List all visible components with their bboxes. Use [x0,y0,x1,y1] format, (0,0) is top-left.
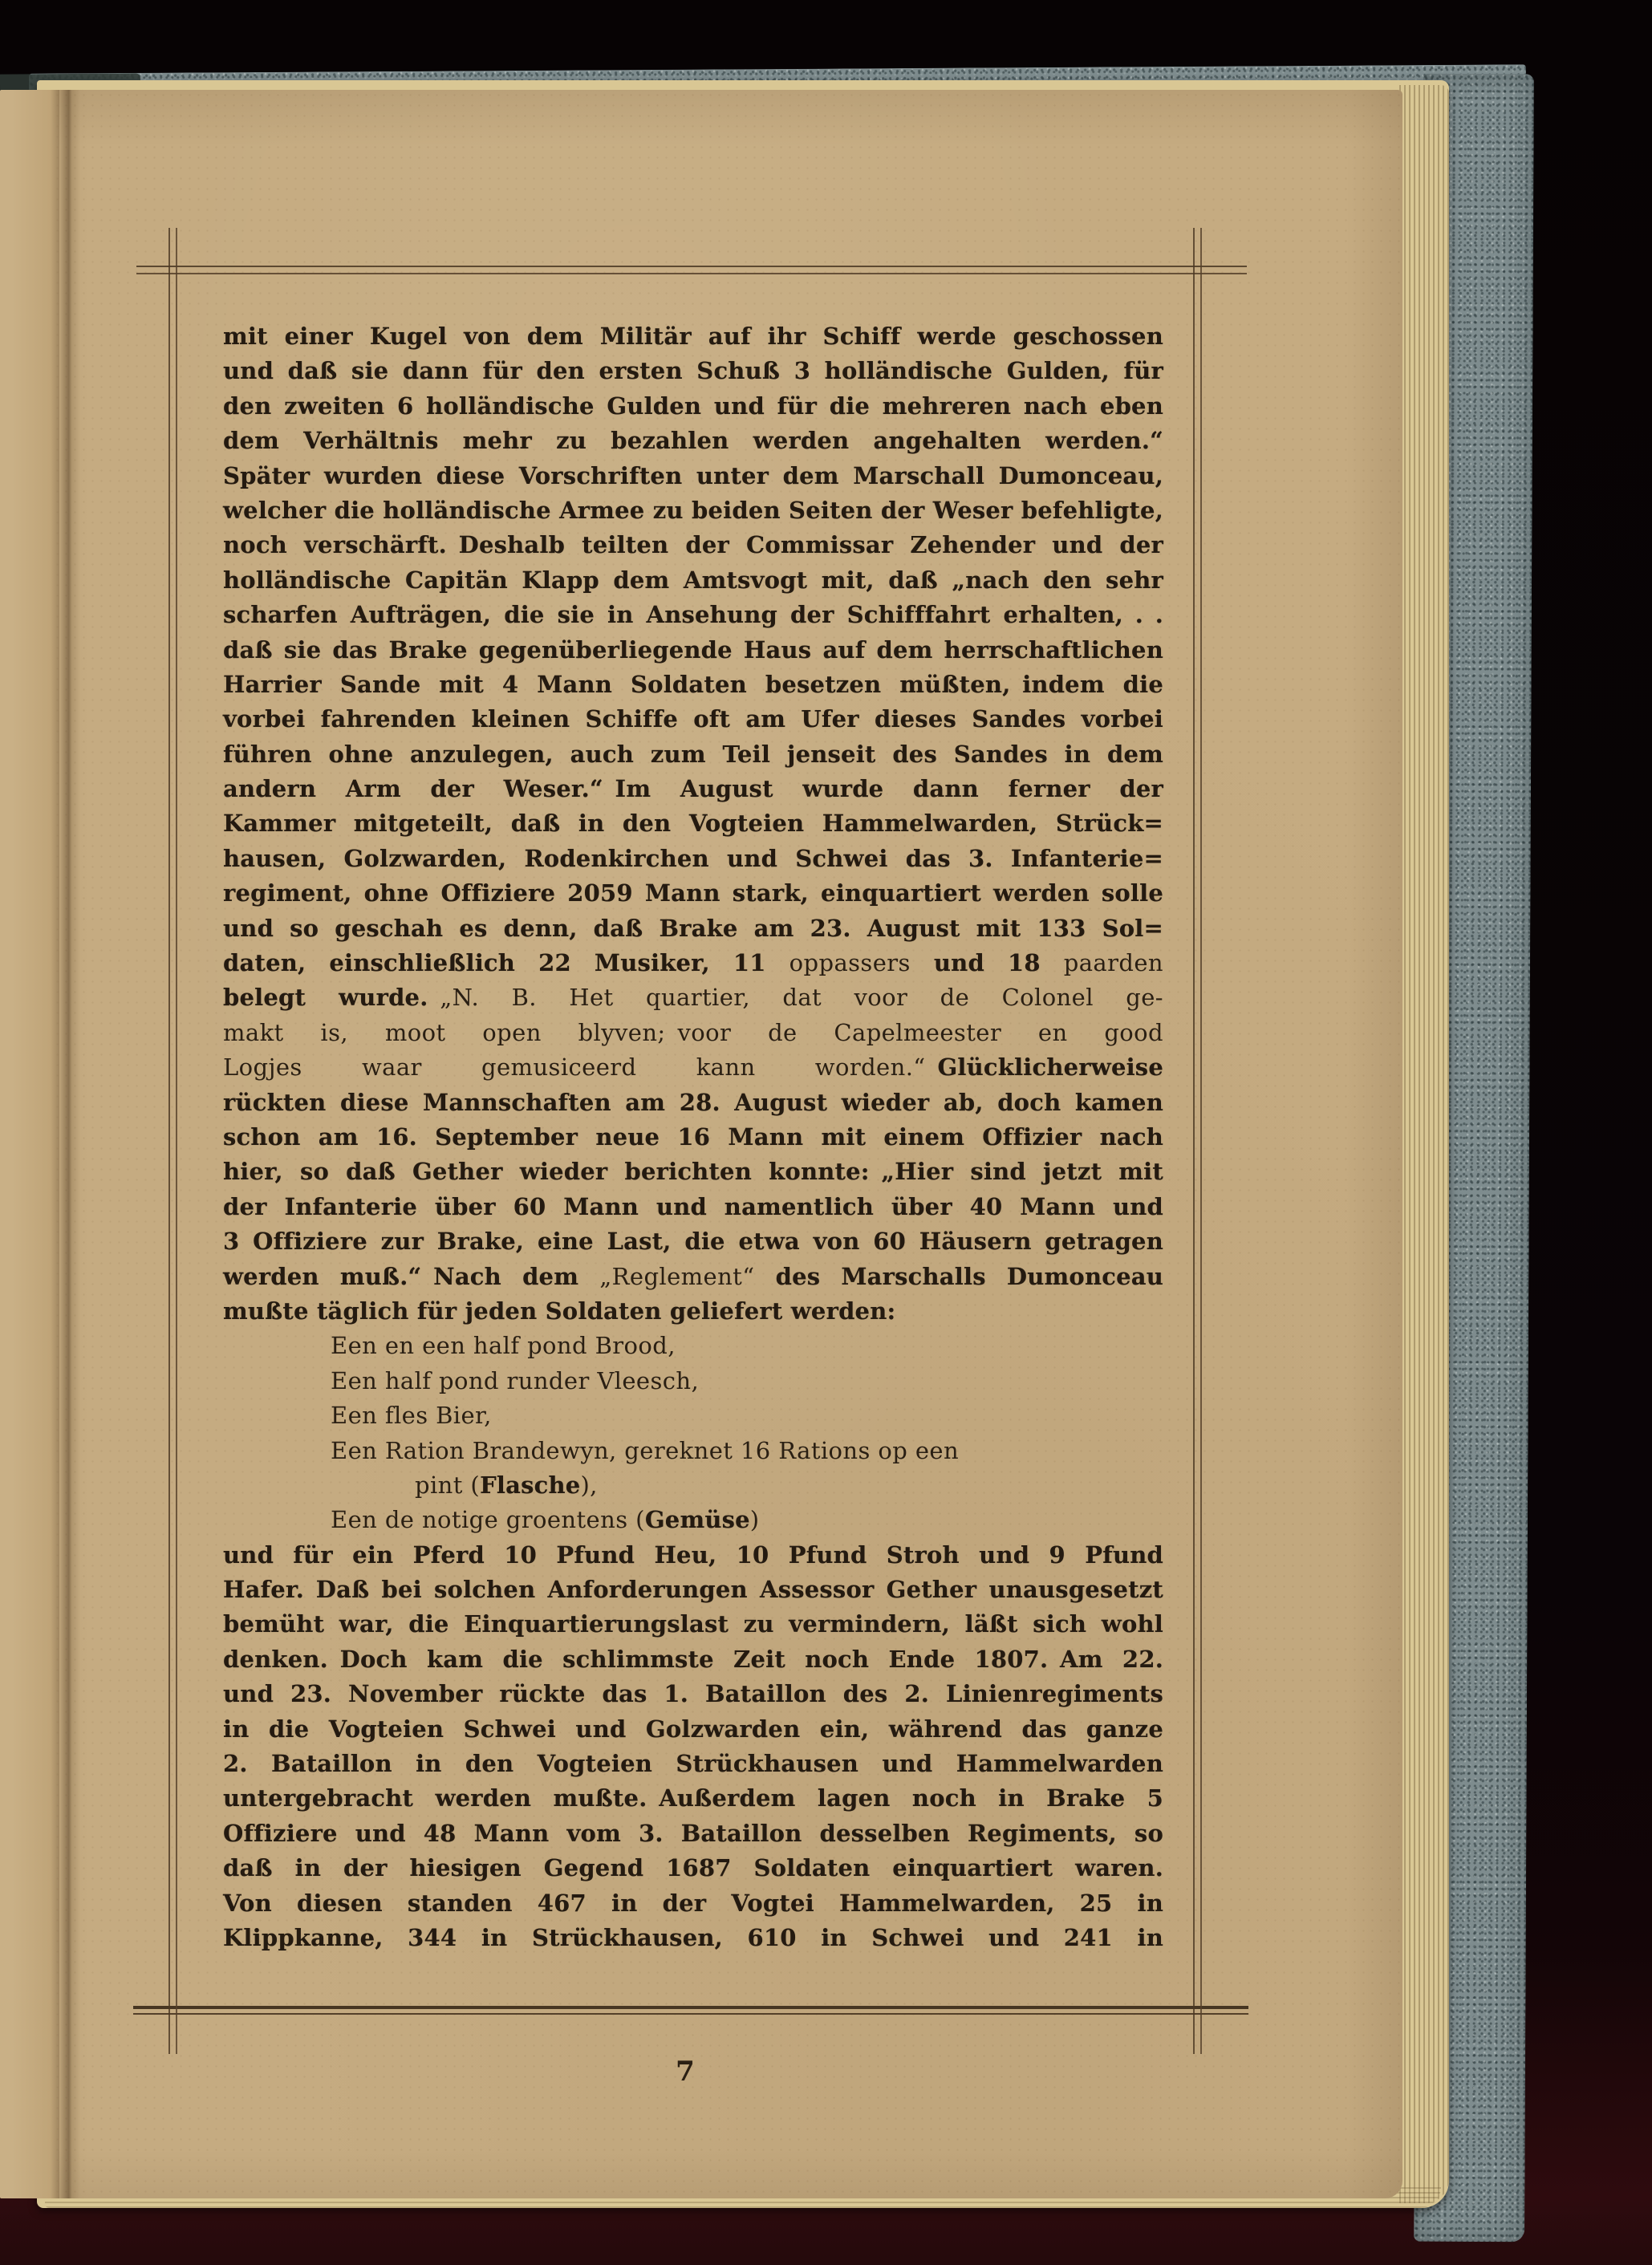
text-line [223,633,1163,668]
text-line [223,1050,1163,1085]
text-segment-fraktur: Offiziere und 48 Mann vom 3. Bataillon desselben Regiments, so [223,1819,1163,1847]
text-line [223,354,1163,388]
text-line [223,737,1163,772]
text-line [223,1538,1163,1573]
text-line [223,563,1163,598]
frame-rule-left [168,228,177,2054]
text-line [223,1573,1163,1607]
text-segment-fraktur: regiment, ohne Offiziere 2059 Mann stark, einquartiert werden solle [223,879,1163,907]
text-line [223,528,1163,562]
text-line [223,1434,1163,1468]
text-line [223,1503,1163,1537]
text-segment-fraktur: mußte täglich für jeden Soldaten geliefert werden: [223,1297,896,1325]
text-line [223,772,1163,806]
text-segment-antiqua: ), [580,1471,598,1499]
text-line [223,1016,1163,1050]
text-segment-fraktur: Hafer. Daß bei solchen Anforderungen Assessor Gether unausgesetzt [223,1576,1163,1604]
text-segment-fraktur: führen ohne anzulegen, auch zum Teil jenseit des Sandes in dem [223,740,1163,768]
text-segment-fraktur: hausen, Golzwarden, Rodenkirchen und Schwei das 3. Infanterie= [223,844,1163,872]
text-line [223,1886,1163,1921]
text-line [223,1155,1163,1189]
text-line [223,1468,1163,1503]
text-segment-fraktur: Flasche [480,1471,581,1499]
text-segment-fraktur: Harrier Sande mit 4 Mann Soldaten besetzen müßten, indem die [223,670,1163,698]
text-line [223,980,1163,1015]
text-line [223,1851,1163,1885]
text-segment-antiqua: „Reglement“ [599,1262,755,1290]
text-line [223,1607,1163,1642]
text-segment-fraktur: welcher die holländische Armee zu beiden Seiten der Weser befehligte, [223,496,1163,524]
text-segment-fraktur: untergebracht werden mußte. Außerdem lagen noch in Brake 5 [223,1784,1163,1812]
text-line [223,1398,1163,1433]
text-segment-fraktur: des Marschalls Dumonceau [754,1262,1164,1290]
text-line [223,946,1163,980]
text-segment-antiqua: paarden [1063,949,1163,977]
text-line [223,1364,1163,1398]
text-segment-fraktur: vorbei fahrenden kleinen Schiffe oft am Ufer dieses Sandes vorbei [223,705,1163,733]
text-segment-fraktur: und 23. November rückte das 1. Bataillon des 2. Linienregiments [223,1680,1163,1708]
text-segment-fraktur: mit einer Kugel von dem Militär auf ihr Schiff werde geschossen [223,323,1163,350]
text-line [223,1677,1163,1711]
text-segment-antiqua: Een half pond runder Vleesch, [331,1366,700,1394]
text-segment-antiqua: Een Ration Brandewyn, gereknet 16 Rations op een [331,1436,960,1464]
frame-rule-top [136,266,1247,274]
text-segment-fraktur: und daß sie dann für den ersten Schuß 3 holländische Gulden, für [223,357,1163,385]
text-line [223,806,1163,841]
text-segment-fraktur: hier, so daß Gether wieder berichten konnte: „Hier sind jetzt mit [223,1158,1163,1186]
text-line [223,876,1163,911]
text-segment-fraktur: daß in der hiesigen Gegend 1687 Soldaten einquartiert waren. [223,1854,1163,1882]
text-line [223,1260,1163,1294]
page-number: 7 [676,2056,695,2088]
text-line [223,424,1163,458]
text-line [223,459,1163,493]
text-segment-fraktur: der Infanterie über 60 Mann und namentlich über 40 Mann und [223,1192,1163,1220]
text-line [223,1086,1163,1120]
text-line [223,911,1163,946]
text-line [223,1747,1163,1781]
text-segment-antiqua: Een en een half pond Brood, [331,1332,676,1360]
text-line [223,842,1163,876]
text-line [223,319,1163,354]
text-segment-fraktur: daß sie das Brake gegenüberliegende Haus auf dem herrschaftlichen [223,635,1163,664]
text-segment-fraktur: daten, einschließlich 22 Musiker, 11 [223,949,789,977]
text-segment-fraktur: holländische Capitän Klapp dem Amtsvogt mit, daß „nach den sehr [223,566,1163,594]
facing-page-sliver [0,90,59,2198]
text-segment-fraktur: und für ein Pferd 10 Pfund Heu, 10 Pfund Stroh und 9 Pfund [223,1540,1163,1569]
text-segment-fraktur: schon am 16. September neue 16 Mann mit einem Offizier nach [223,1122,1163,1151]
body-text [223,319,1163,1955]
text-segment-fraktur: Später wurden diese Vorschriften unter dem Marschall Dumonceau, [223,461,1163,489]
text-segment-fraktur: werden muß.“ Nach dem [223,1262,600,1290]
text-segment-antiqua: Een fles Bier, [331,1402,492,1430]
text-line [223,1712,1163,1747]
text-segment-fraktur: bemüht war, die Einquartierungslast zu vermindern, läßt sich wohl [223,1610,1163,1638]
text-segment-fraktur: belegt wurde. [223,984,440,1012]
text-segment-fraktur: Glücklicherweise [937,1053,1163,1082]
text-segment-fraktur: 2. Bataillon in den Vogteien Strückhausen und Hammelwarden [223,1750,1163,1778]
text-segment-fraktur: Gemüse [644,1506,750,1534]
text-segment-antiqua: pint ( [415,1471,481,1499]
text-segment-antiqua: oppassers [789,949,911,977]
text-segment-antiqua: ) [749,1506,760,1534]
text-line [223,668,1163,702]
text-segment-fraktur: rückten diese Mannschaften am 28. August wieder ab, doch kamen [223,1088,1163,1116]
text-line [223,493,1163,528]
text-segment-antiqua: „N. B. Het quartier, dat voor de Colonel ge- [440,984,1163,1012]
frame-rule-bottom [133,2006,1248,2015]
text-segment-fraktur: denken. Doch kam die schlimmste Zeit noch Ende 1807. Am 22. [223,1645,1163,1673]
text-segment-fraktur: und so geschah es denn, daß Brake am 23. August mit 133 Sol= [223,914,1163,942]
text-line [223,598,1163,632]
text-line [223,702,1163,737]
text-segment-fraktur: in die Vogteien Schwei und Golzwarden ein, während das ganze [223,1715,1163,1743]
text-line [223,1329,1163,1363]
text-segment-fraktur: Kammer mitgeteilt, daß in den Vogteien Hammelwarden, Strück= [223,810,1163,838]
text-segment-fraktur: Klippkanne, 344 in Strückhausen, 610 in Schwei und 241 in [223,1923,1163,1951]
text-segment-antiqua: Een de notige groentens ( [331,1506,645,1534]
text-line [223,1921,1163,1955]
text-segment-antiqua: makt is, moot open blyven; voor de Capelmeester en good [223,1018,1163,1046]
text-segment-antiqua: Logjes waar gemusiceerd kann worden.“ [223,1053,938,1082]
text-line [223,1294,1163,1329]
text-line [223,1781,1163,1816]
text-segment-fraktur: noch verschärft. Deshalb teilten der Commissar Zehender und der [223,531,1163,559]
text-line [223,1816,1163,1851]
gutter-crease-shadow [59,90,80,2198]
text-line [223,1642,1163,1677]
text-segment-fraktur: den zweiten 6 holländische Gulden und für die mehreren nach eben [223,392,1163,420]
frame-rule-right [1193,228,1202,2054]
text-segment-fraktur: andern Arm der Weser.“ Im August wurde dann ferner der [223,775,1163,803]
text-segment-fraktur: 3 Offiziere zur Brake, eine Last, die etwa von 60 Häusern getragen [223,1228,1163,1256]
text-line [223,1224,1163,1259]
text-segment-fraktur: scharfen Aufträgen, die sie in Ansehung der Schifffahrt erhalten, . . [223,601,1163,629]
text-line [223,1120,1163,1155]
text-segment-fraktur: und 18 [910,949,1064,977]
text-line [223,1190,1163,1224]
text-line [223,389,1163,424]
text-segment-fraktur: dem Verhältnis mehr zu bezahlen werden angehalten werden.“ [223,427,1163,455]
text-segment-fraktur: Von diesen standen 467 in der Vogtei Hammelwarden, 25 in [223,1889,1163,1917]
